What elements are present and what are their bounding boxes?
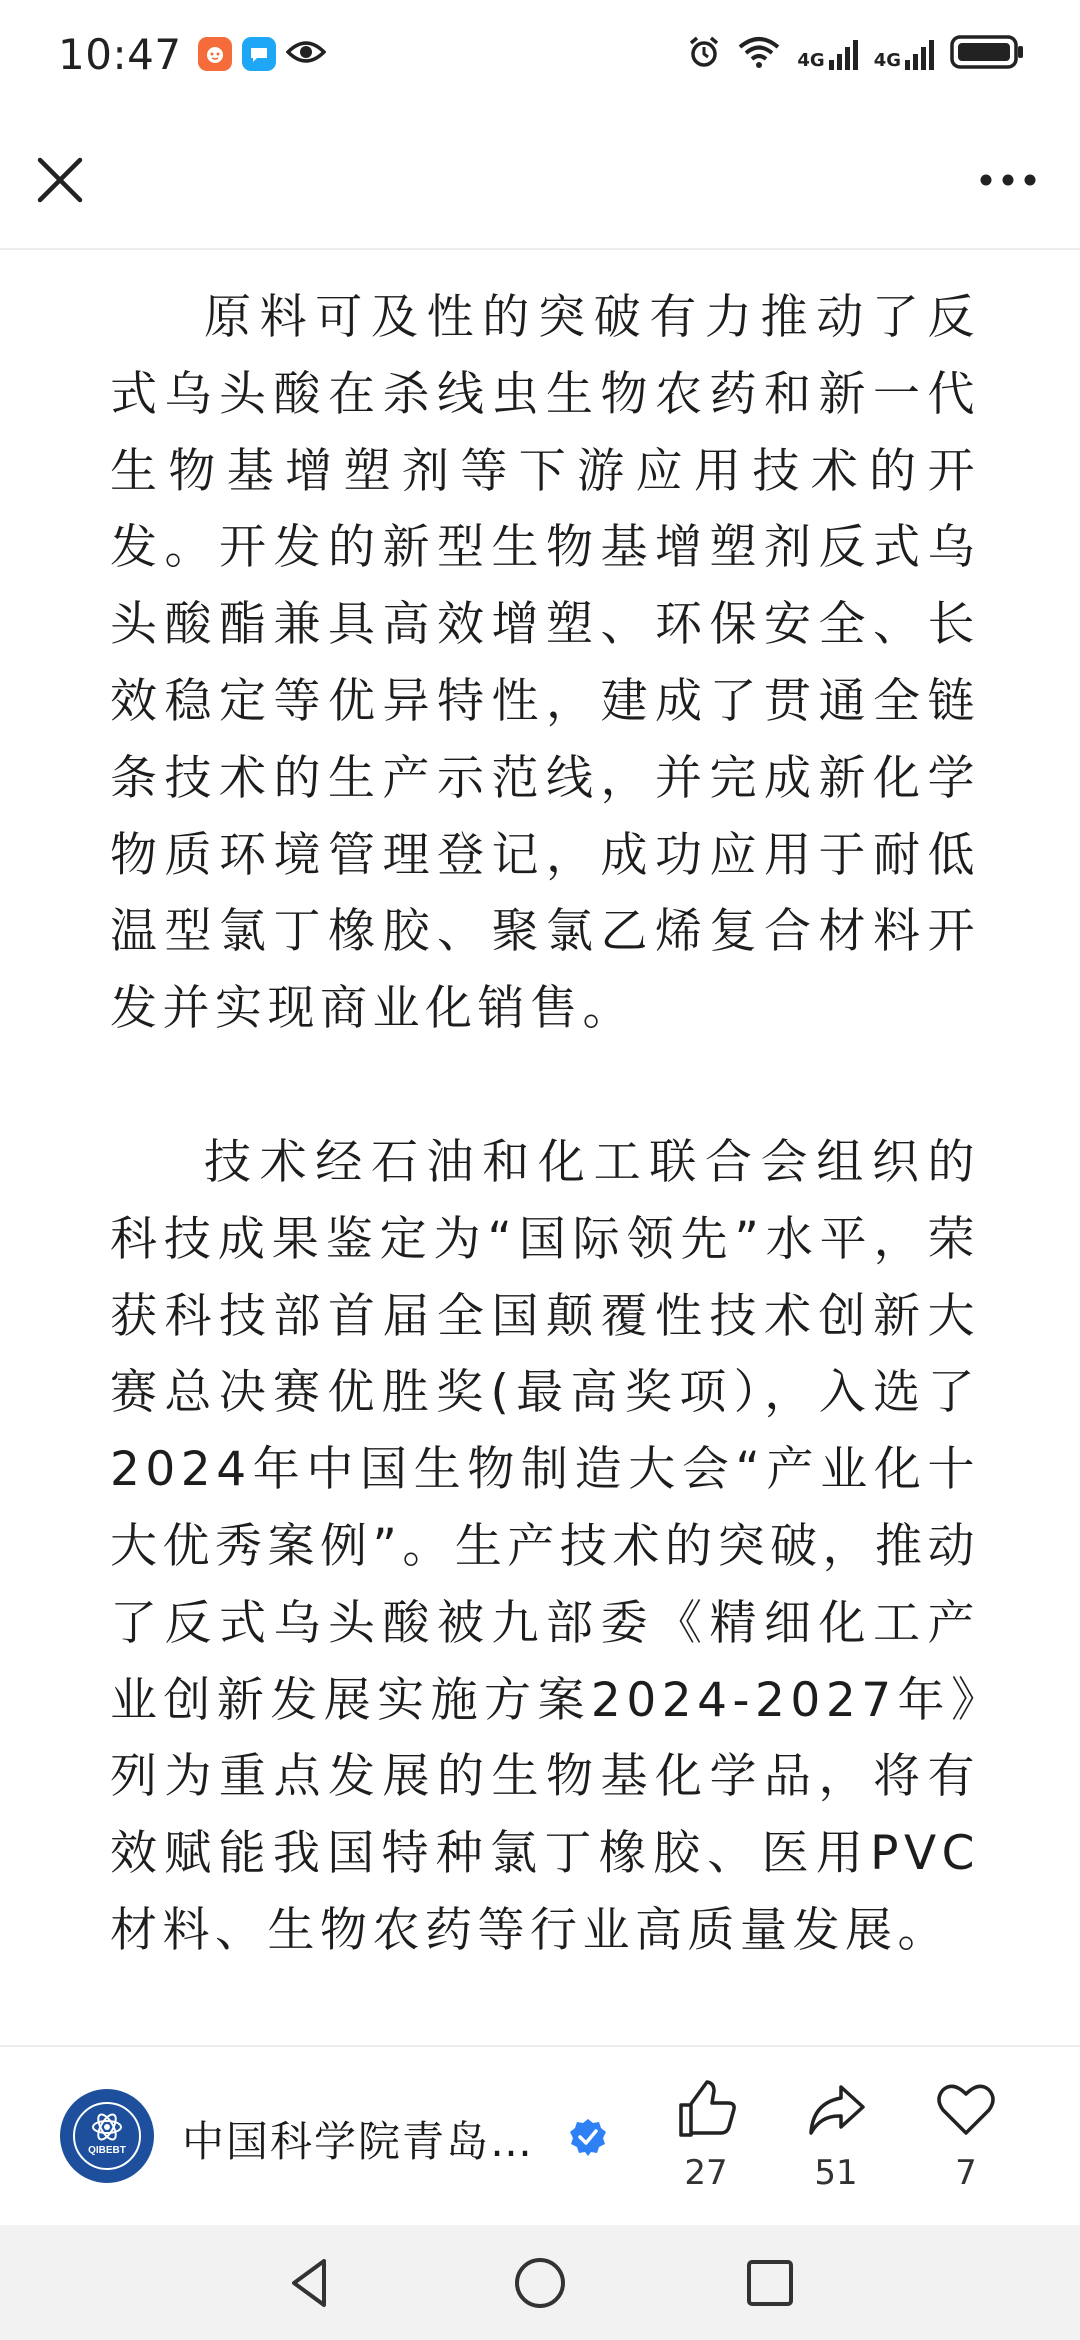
avatar-logo-text: QIBEBT [88, 2145, 126, 2156]
bottom-action-bar [0, 2045, 1080, 2225]
article-body [110, 280, 980, 1970]
home-button[interactable] [510, 2253, 570, 2313]
favorite-count: 7 [955, 2153, 977, 2193]
heart-icon [935, 2079, 997, 2141]
recents-button[interactable] [740, 2253, 800, 2313]
battery-icon [950, 34, 1024, 74]
more-icon [976, 160, 1040, 200]
like-button[interactable] [656, 2079, 756, 2193]
favorite-button[interactable] [916, 2079, 1016, 2193]
message-app-icon [242, 37, 276, 71]
thumbs-up-icon [675, 2079, 737, 2141]
share-icon [805, 2079, 867, 2141]
more-options-button[interactable] [976, 160, 1040, 200]
app-notification-icon [198, 37, 232, 71]
eye-icon [286, 37, 326, 71]
article-paragraph: 技术经石油和化工联合会组织的科技成果鉴定为“国际领先”水平，荣获科技部首届全国颠覆性技术创新大赛总决赛优胜奖(最高奖项），入选了2024年中国生物制造大会“产业化十大优秀案例”。生产技术的突破，推动了反式乌头酸被九部委《精细化工产业创新发展实施方案2024-2027年》列为重点发展的生物基化学品，将有效赋能我国特种氯丁橡胶、医用PVC材料、生物农药等行业高质量发展。 [110, 1134, 980, 1958]
status-time: 10:47 [58, 29, 182, 79]
network-type-label: 4G [797, 50, 825, 71]
like-count: 27 [684, 2153, 728, 2193]
cellular-signal-1 [797, 38, 857, 70]
cellular-signal-2 [874, 38, 934, 70]
share-button[interactable] [786, 2079, 886, 2193]
alarm-icon [687, 35, 721, 73]
account-avatar[interactable] [60, 2089, 154, 2183]
wifi-icon [737, 35, 781, 73]
back-button[interactable] [280, 2253, 340, 2313]
status-indicators [687, 34, 1024, 74]
top-nav [0, 108, 1080, 250]
verified-badge-icon [568, 2117, 608, 2157]
close-button[interactable] [30, 150, 90, 210]
home-circle-icon [510, 2253, 570, 2313]
recents-square-icon [740, 2253, 800, 2313]
status-bar [0, 0, 1080, 108]
share-count: 51 [814, 2153, 858, 2193]
close-icon [30, 150, 90, 210]
back-triangle-icon [280, 2253, 340, 2313]
status-app-icons [198, 37, 326, 71]
system-nav-bar [0, 2225, 1080, 2340]
account-name[interactable]: 中国科学院青岛… [182, 2117, 535, 2166]
article-paragraph: 原料可及性的突破有力推动了反式乌头酸在杀线虫生物农药和新一代生物基增塑剂等下游应用技术的开发。开发的新型生物基增塑剂反式乌头酸酯兼具高效增塑、环保安全、长效稳定等优异特性，建成了贯通全链条技术的生产示范线，并完成新化学物质环境管理登记，成功应用于耐低温型氯丁橡胶、聚氯乙烯复合材料开发并实现商业化销售。 [110, 290, 980, 1037]
network-type-label: 4G [873, 50, 901, 71]
